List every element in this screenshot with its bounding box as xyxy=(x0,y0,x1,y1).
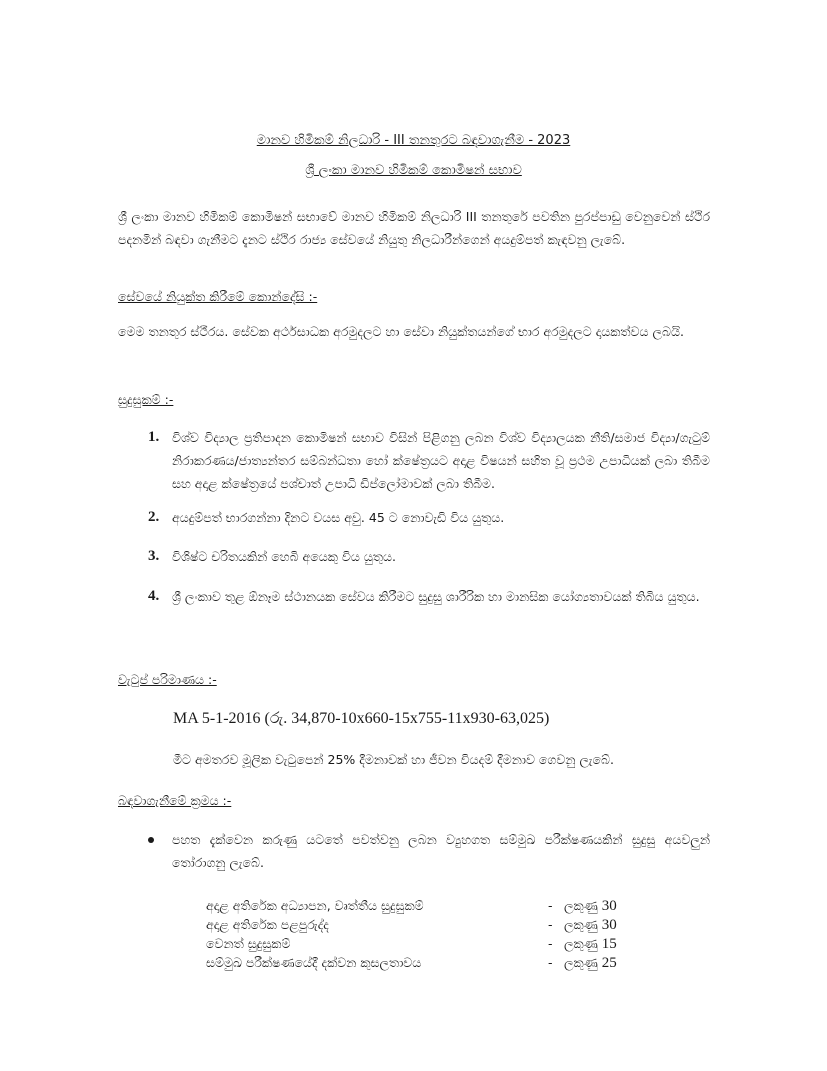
item-number: 4. xyxy=(148,588,160,604)
marks-label: වෙනත් සුදුසුකම් xyxy=(206,936,291,951)
marks-row xyxy=(206,934,646,953)
marks-value xyxy=(564,915,617,935)
marks-unit: ලකුණු xyxy=(564,917,598,932)
marks-row xyxy=(206,915,646,934)
marks-unit: ලකුණු xyxy=(564,936,598,951)
marks-table xyxy=(206,896,646,972)
marks-unit: ලකුණු xyxy=(564,955,598,970)
item-text: අයදුම්පත් භාරගන්නා දිනට වයස අවු. 45 ට නොවැඩි විය යුතුය. xyxy=(172,510,505,525)
salary-heading: වැටුප් පරිමාණය :- xyxy=(118,672,217,687)
marks-label: අදාළ අතිරේක පළපුරුද්ද xyxy=(206,917,329,932)
marks-dash: - xyxy=(548,936,553,951)
marks-row xyxy=(206,896,646,915)
marks-dash: - xyxy=(548,955,553,970)
marks-value xyxy=(564,934,617,954)
item-text: විශ්ව විද්‍යාල ප්‍රතිපාදන කොමිෂන් සභාව විසින් පිළිගනු ලබන විශ්ව විද්‍යාලයක නීති/සමාජ විද්‍යා/ගැටුම් නිරාකරණය/ජාත්‍යන්තර සම්බන්ධතා හෝ ක්ෂේත්‍රයට අදාළ විෂයන් සහිත වූ ප්‍රථම උපාධියක් ලබා තිබීම සහ අදාළ ක්ෂේත්‍රයේ පශ්චාත් උපාධි ඩිප්ලෝමාවක් ලබා තිබීම. xyxy=(172,430,710,491)
marks-number: 25 xyxy=(601,955,617,971)
marks-label: අදාළ අතිරේක අධ්‍යාපන, වෘත්තීය සුදුසුකම් xyxy=(206,898,424,913)
bullet-icon xyxy=(148,837,154,843)
salary-scale: MA 5-1-2016 (රු. 34,870-10x660-15x755-11x930-63,025) xyxy=(173,710,550,727)
marks-row xyxy=(206,953,646,972)
service-conditions-text: මෙම තනතුර ස්ථීරය. සේවක අර්ථසාධක අරමුදලට හා සේවා නියුක්තයන්ගේ භාර අරමුදලට දායකත්වය ලබයි. xyxy=(118,324,684,339)
document-title: මානව හිමිකම් නිලධාරි - III තනතුරට බඳවාගැනීම - 2023 xyxy=(256,133,571,148)
qualification-item xyxy=(148,585,710,608)
item-number: 3. xyxy=(148,548,160,564)
recruitment-bullet xyxy=(148,828,710,874)
marks-dash: - xyxy=(548,917,553,932)
salary-allowance: මීට අමතරව මූලික වැටුපෙන් 25% දීමනාවක් හා ජීවන වියදම් දීමනාව ගෙවනු ලැබේ. xyxy=(173,752,614,767)
item-number: 1. xyxy=(148,429,160,445)
marks-label: සම්මුඛ පරීක්ෂණයේදී දක්වන කුසලතාවය xyxy=(206,955,422,970)
marks-value xyxy=(564,953,617,973)
qualification-item xyxy=(148,506,710,529)
marks-dash: - xyxy=(548,898,553,913)
service-conditions-heading: සේවයේ නියුක්ත කිරීමේ කොන්දේසි :- xyxy=(118,289,318,304)
recruitment-heading: බඳවාගැනීමේ ක්‍රමය :- xyxy=(118,793,232,808)
intro-paragraph: ශ්‍රී ලංකා මානව හිමිකම් කොමිෂන් සභාවේ මානව හිමිකම් නිලධාරි III තනතුරේ පවතින පුරප්පාඩු වෙනුවෙන් ස්ථිර පදනමින් බඳවා ගැනීමට දැනට ස්ථිර රාජ්‍ය සේවයේ නියුතු නිලධාරීන්ගෙන් අයදුම්පත් කැඳවනු ලැබේ. xyxy=(118,209,710,247)
qualification-item xyxy=(148,426,710,495)
bullet-text: පහත දැක්වෙන කරුණු යටතේ පවත්වනු ලබන ව්‍යුහගත සම්මුඛ පරීක්ෂණයකින් සුදුසු අයවලුන් තෝරාගනු ලැබේ. xyxy=(172,832,710,870)
item-number: 2. xyxy=(148,509,160,525)
marks-number: 15 xyxy=(601,936,617,952)
marks-number: 30 xyxy=(601,898,617,914)
item-text: ශ්‍රී ලංකාව තුළ ඕනෑම ස්ථානයක සේවය කිරීමට සුදුසු ශාරීරික හා මානසික යෝග්‍යතාවයක් තිබිය යුතුය. xyxy=(172,589,700,604)
marks-unit: ලකුණු xyxy=(564,898,598,913)
marks-value xyxy=(564,896,617,916)
qualifications-heading: සුදුසුකම් :- xyxy=(118,392,174,407)
item-text: විශිෂ්ට චරිතයකින් හෙබි අයෙකු විය යුතුය. xyxy=(172,549,396,564)
marks-number: 30 xyxy=(601,917,617,933)
qualification-item xyxy=(148,545,710,568)
document-subtitle: ශ්‍රී ලංකා මානව හිමිකම් කොමිෂන් සභාව xyxy=(305,163,522,178)
